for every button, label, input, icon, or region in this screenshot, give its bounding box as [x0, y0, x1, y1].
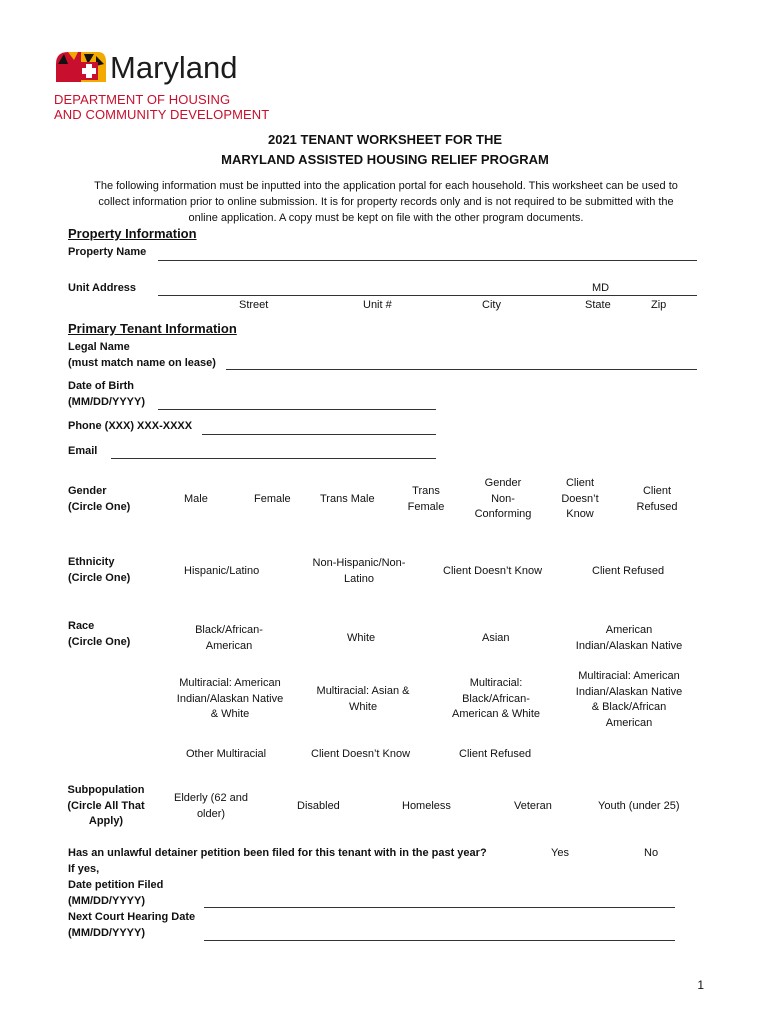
- petition-date-label: Date petition Filed (MM/DD/YYYY): [68, 879, 164, 907]
- property-heading: Property Information: [68, 226, 197, 241]
- gender-label: Gender (Circle One): [68, 485, 131, 513]
- ethnicity-option-non-hispanic[interactable]: Non-Hispanic/Non- Latino: [312, 557, 406, 585]
- race-option-multi-asian-white[interactable]: Multiracial: Asian & White: [316, 685, 410, 713]
- gender-option-refused[interactable]: Client Refused: [636, 485, 678, 513]
- tenant-heading: Primary Tenant Information: [68, 321, 237, 336]
- subpop-option-homeless[interactable]: Homeless: [402, 800, 451, 812]
- subpop-option-youth[interactable]: Youth (under 25): [598, 800, 680, 812]
- legal-name-label: Legal Name (must match name on lease): [68, 341, 216, 369]
- dob-field[interactable]: [158, 409, 436, 410]
- race-option-white[interactable]: White: [347, 632, 376, 644]
- race-option-multi-aian-black[interactable]: Multiracial: American Indian/Alaskan Native & Black/African American: [575, 670, 683, 729]
- gender-option-male[interactable]: Male: [184, 493, 208, 505]
- race-option-black[interactable]: Black/African- American: [195, 624, 263, 652]
- ethnicity-option-hispanic[interactable]: Hispanic/Latino: [184, 565, 260, 577]
- detainer-option-yes[interactable]: Yes: [551, 847, 569, 859]
- unit-address-label: Unit Address: [68, 282, 137, 294]
- detainer-question: Has an unlawful detainer petition been filed for this tenant with in the past year?: [68, 847, 487, 859]
- gender-option-dont-know[interactable]: Client Doesn’t Know: [561, 477, 599, 520]
- hearing-date-label: Next Court Hearing Date (MM/DD/YYYY): [68, 911, 196, 939]
- ethnicity-option-dont-know[interactable]: Client Doesn’t Know: [443, 565, 543, 577]
- petition-date-field[interactable]: [204, 907, 675, 908]
- phone-label: Phone (XXX) XXX-XXXX: [68, 420, 193, 432]
- page-title-line2: MARYLAND ASSISTED HOUSING RELIEF PROGRAM: [221, 152, 549, 167]
- zip-sublabel: Zip: [651, 299, 667, 311]
- city-sublabel: City: [482, 299, 501, 311]
- subpopulation-label: Subpopulation (Circle All That Apply): [67, 784, 145, 827]
- race-option-other[interactable]: Other Multiracial: [186, 748, 267, 760]
- property-name-label: Property Name: [68, 246, 147, 258]
- maryland-flag-logo: [54, 48, 108, 84]
- page-title-line1: 2021 TENANT WORKSHEET FOR THE: [267, 132, 503, 147]
- ethnicity-option-refused[interactable]: Client Refused: [592, 565, 665, 577]
- department-name: DEPARTMENT OF HOUSING AND COMMUNITY DEVELOPMENT: [54, 92, 270, 122]
- property-name-field[interactable]: [158, 260, 697, 261]
- if-yes-label: If yes,: [68, 863, 100, 875]
- subpop-option-veteran[interactable]: Veteran: [514, 800, 552, 812]
- gender-option-trans-male[interactable]: Trans Male: [320, 493, 375, 505]
- race-option-aian[interactable]: American Indian/Alaskan Native: [575, 624, 683, 652]
- unit-address-field[interactable]: [158, 295, 697, 296]
- brand-name: Maryland: [110, 50, 238, 85]
- state-sublabel: State: [585, 299, 611, 311]
- race-option-refused[interactable]: Client Refused: [459, 748, 532, 760]
- phone-field[interactable]: [202, 434, 436, 435]
- ethnicity-label: Ethnicity (Circle One): [68, 556, 131, 584]
- intro-line2: collect information prior to online submission. It is for property records only and is not required to be submitted with the: [98, 196, 674, 208]
- intro-line3: online application. A copy must be kept on file with the other program documents.: [188, 212, 584, 224]
- subpop-option-disabled[interactable]: Disabled: [297, 800, 340, 812]
- race-option-multi-black-white[interactable]: Multiracial: Black/African- American & White: [451, 677, 541, 720]
- subpop-option-elderly[interactable]: Elderly (62 and older): [174, 792, 248, 820]
- unit-sublabel: Unit #: [363, 299, 392, 311]
- gender-option-trans-female[interactable]: Trans Female: [407, 485, 445, 513]
- race-option-dont-know[interactable]: Client Doesn’t Know: [311, 748, 411, 760]
- intro-line1: The following information must be inputted into the application portal for each household. This worksheet can be used to: [94, 180, 678, 192]
- gender-option-female[interactable]: Female: [254, 493, 291, 505]
- dob-label: Date of Birth (MM/DD/YYYY): [68, 380, 145, 408]
- legal-name-field[interactable]: [226, 369, 697, 370]
- hearing-date-field[interactable]: [204, 940, 675, 941]
- email-label: Email: [68, 445, 98, 457]
- race-option-asian[interactable]: Asian: [482, 632, 510, 644]
- street-sublabel: Street: [239, 299, 269, 311]
- page-number: 1: [697, 978, 704, 992]
- state-value: MD: [592, 282, 610, 294]
- race-option-multi-aian-white[interactable]: Multiracial: American Indian/Alaskan Native & White: [176, 677, 284, 720]
- race-label: Race (Circle One): [68, 620, 131, 648]
- detainer-option-no[interactable]: No: [644, 847, 659, 859]
- email-field[interactable]: [111, 458, 436, 459]
- gender-option-nonconforming[interactable]: Gender Non- Conforming: [474, 477, 532, 520]
